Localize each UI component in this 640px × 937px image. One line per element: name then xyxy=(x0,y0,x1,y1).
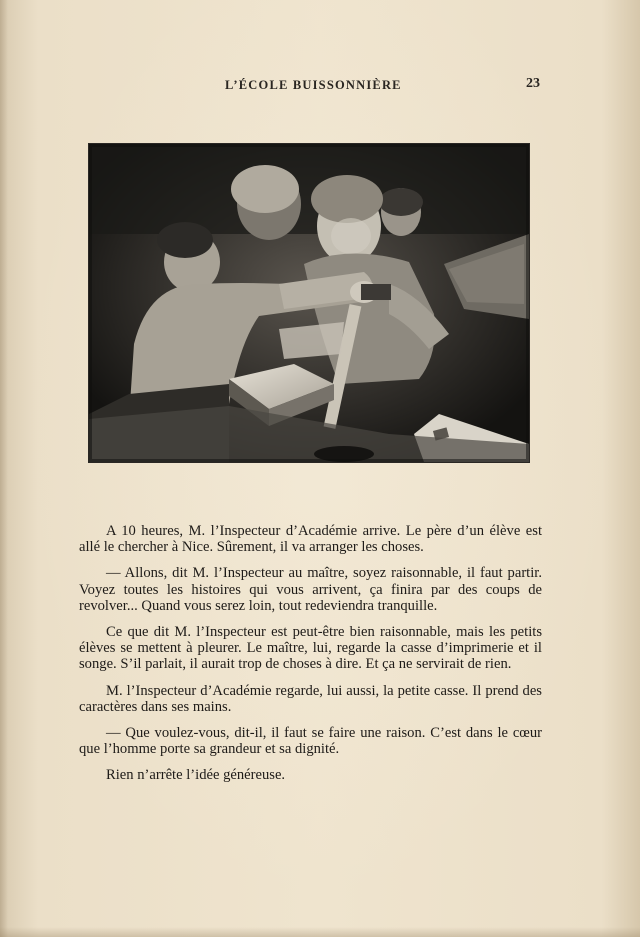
paragraph: — Allons, dit M. l’Inspecteur au maître, soyez raisonnable, il faut partir. Voyez toutes les histoires qui vous arrivent, ça finira par des coups de revolver... Quand vous serez loin, tout redeviendra tranquille. xyxy=(79,565,542,614)
page-number: 23 xyxy=(526,76,540,91)
paragraph: — Que voulez-vous, dit-il, il faut se faire une raison. C’est dans le cœur que l’homme porte sa grandeur et sa dignité. xyxy=(79,725,542,758)
paragraph: Ce que dit M. l’Inspecteur est peut-être bien raisonnable, mais les petits élèves se mettent à pleurer. Le maître, lui, regarde la casse d’imprimerie et il songe. S’il parlait, il aurait trop de choses à dire. Et ça ne servirait de rien. xyxy=(79,624,542,673)
body-text xyxy=(79,523,542,794)
paragraph: Rien n’arrête l’idée généreuse. xyxy=(106,767,286,784)
running-title: L’ÉCOLE BUISSONNIÈRE xyxy=(225,78,402,92)
photograph-children-printing-press xyxy=(89,144,529,462)
photograph-illustration xyxy=(89,144,529,462)
paragraph: A 10 heures, M. l’Inspecteur d’Académie arrive. Le père d’un élève est allé le chercher à Nice. Sûrement, il va arranger les choses. xyxy=(79,523,542,556)
paragraph: M. l’Inspecteur d’Académie regarde, lui aussi, la petite casse. Il prend des caractères dans ses mains. xyxy=(79,682,542,715)
